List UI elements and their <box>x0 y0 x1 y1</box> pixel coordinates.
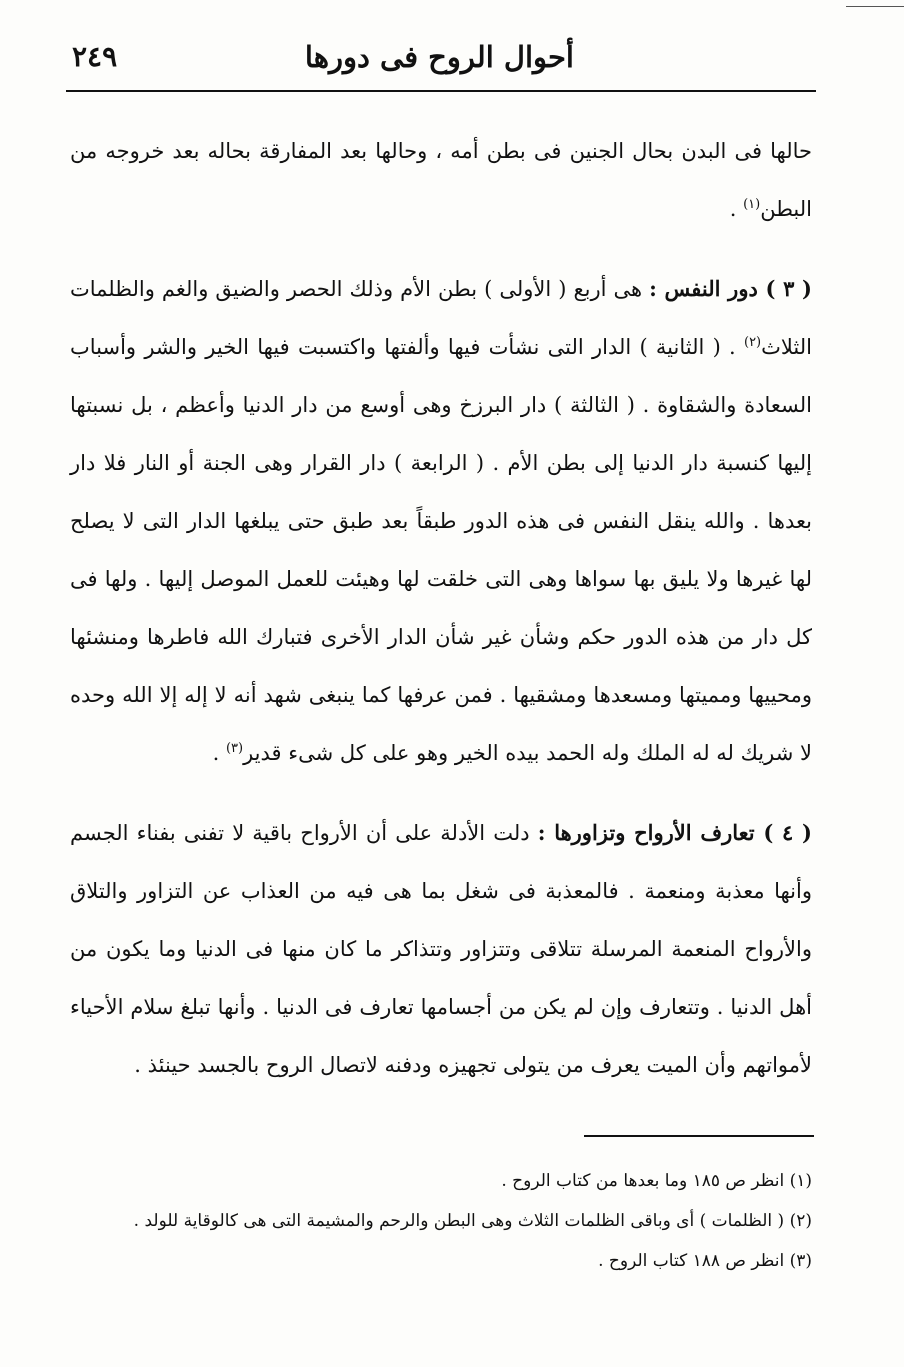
section-3-text-b: . ( الثانية ) الدار التى نشأت فيها وألفتها واكتسبت فيها الخير والشر وأسباب السعادة والشقاوة . ( الثالثة ) دار البرزخ وهى أوسع من دار الدنيا وأعظم ، بل نسبتها إليها كنسبة دار الدنيا إلى بطن الأم . ( الرابعة ) دار القرار وهى الجنة أو النار فلا دار بعدها . والله ينقل النفس فى هذه الدور طبقاً بعد طبق حتى يبلغها الدار التى لا يصلح لها غيرها ولا يليق بها سواها وهى التى خلقت لها وهيئت للعمل الموصل إليها . ولها فى كل دار من هذه الدور حكم وشأن غير شأن الدار الأخرى فتبارك الله فاطرها ومنشئها ومحييها ومميتها ومسعدها ومشقيها . فمن عرفها كما ينبغى شهد أنه لا إله إلا الله وحده لا شريك له له الملك وله الحمد بيده الخير وهو على كل شىء قدير <box>70 335 812 765</box>
page-number: ٢٤٩ <box>72 40 118 73</box>
section-3-heading: ( ٣ ) دور النفس : <box>649 276 812 301</box>
section-3-text-a: هى أربع ( الأولى ) بطن الأم وذلك الحصر والضيق والغم والظلمات الثلاث <box>70 277 812 359</box>
section-3 <box>70 260 812 782</box>
footnote-rule <box>584 1135 814 1137</box>
section-4-text: دلت الأدلة على أن الأرواح باقية لا تفنى بفناء الجسم وأنها معذبة ومنعمة . فالمعذبة فى شغل بما هى فيه من العذاب عن التزاور والتلاق والأرواح المنعمة المرسلة تتلاقى وتتزاور وتتذاكر ما كان منها فى الدنيا وما يكون من أهل الدنيا . وتتعارف وإن لم يكن من أجسامها تعارف فى الدنيا . وأنها تبلغ سلام الأحياء لأمواتهم وأن الميت يعرف من يتولى تجهيزه ودفنه لاتصال الروح بالجسد حينئذ . <box>70 821 812 1077</box>
footnote-ref-1: (١) <box>743 197 761 212</box>
page-header <box>66 38 814 82</box>
header-rule <box>66 90 816 92</box>
section-4 <box>70 804 812 1094</box>
section-3-end: . <box>212 741 226 765</box>
paragraph-1-text: حالها فى البدن بحال الجنين فى بطن أمه ، وحالها بعد المفارقة بحاله بعد خروجه من البطن <box>70 139 813 221</box>
paragraph-1 <box>70 122 812 238</box>
footnote-2: (٢) ( الظلمات ) أى وباقى الظلمات الثلاث وهى البطن والرحم والمشيمة التى هى كالوقاية للولد . <box>133 1211 812 1231</box>
footnote-ref-3: (٣) <box>225 741 244 756</box>
footnote-1: (١) انظر ص ١٨٥ وما بعدها من كتاب الروح . <box>501 1171 812 1191</box>
running-head: أحوال الروح فى دورها <box>304 40 574 74</box>
section-4-heading: ( ٤ ) تعارف الأرواح وتزاورها : <box>537 820 812 845</box>
footnote-3: (٣) انظر ص ١٨٨ كتاب الروح . <box>598 1251 812 1271</box>
footnote-ref-2: (٢) <box>743 335 762 350</box>
footnotes <box>74 1165 812 1285</box>
paragraph-1-end: . <box>729 197 744 221</box>
body-text <box>70 122 812 1094</box>
corner-rule <box>846 6 904 7</box>
